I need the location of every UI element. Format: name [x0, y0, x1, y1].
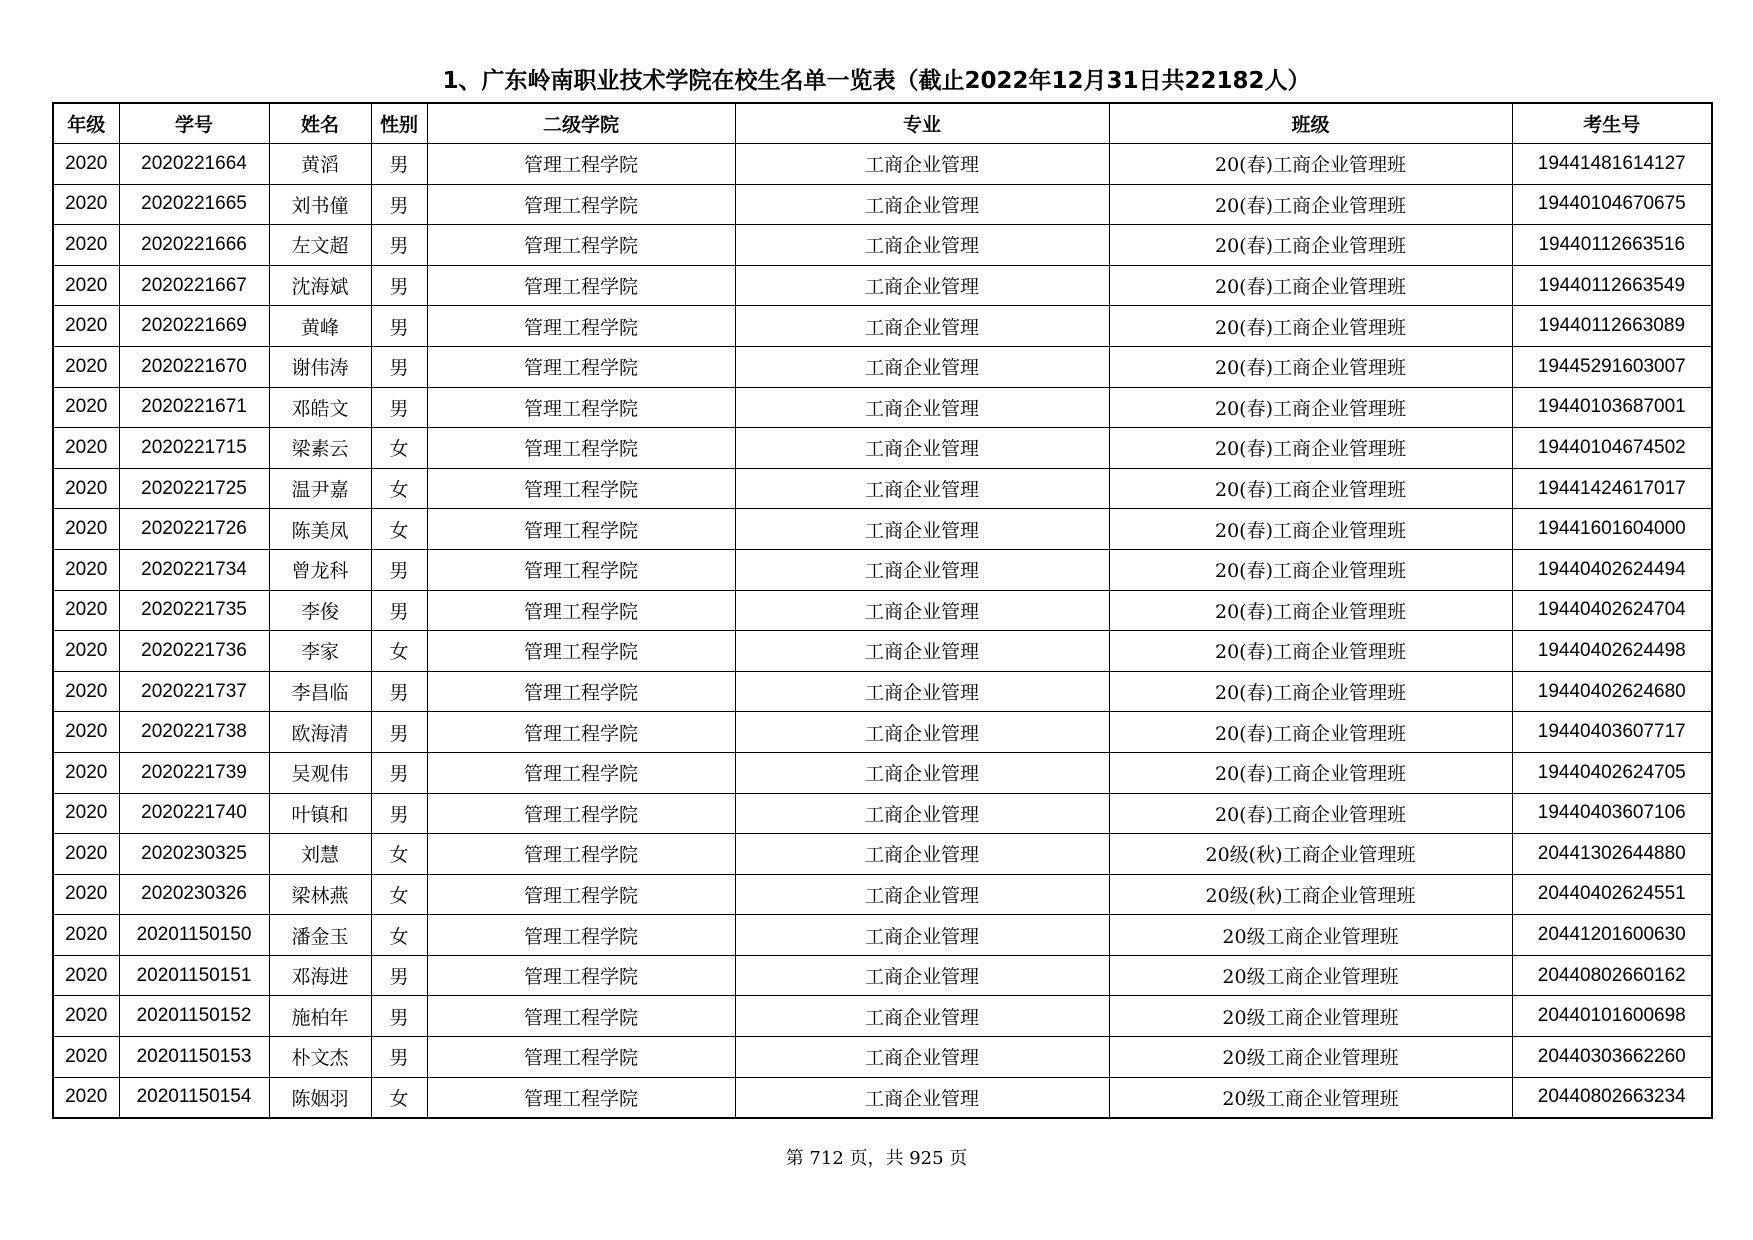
gender-cell: 女	[371, 834, 427, 875]
grade-cell: 2020	[53, 955, 119, 996]
major-cell: 工商企业管理	[735, 915, 1109, 956]
student-id-cell: 20201150154	[119, 1077, 269, 1118]
name-cell: 李家	[269, 631, 371, 672]
name-cell: 沈海斌	[269, 265, 371, 306]
exam-number-cell: 19440403607717	[1512, 712, 1712, 753]
grade-cell: 2020	[53, 874, 119, 915]
gender-cell: 女	[371, 1077, 427, 1118]
name-cell: 黄峰	[269, 306, 371, 347]
student-id-cell: 20201150151	[119, 955, 269, 996]
student-id-cell: 20201150153	[119, 1037, 269, 1078]
exam-number-cell: 19440103687001	[1512, 387, 1712, 428]
name-cell: 刘慧	[269, 834, 371, 875]
name-cell: 刘书僮	[269, 184, 371, 225]
table-row	[53, 834, 1712, 875]
exam-number-cell: 20440802663234	[1512, 1077, 1712, 1118]
class-cell: 20(春)工商企业管理班	[1109, 509, 1512, 550]
name-cell: 施柏年	[269, 996, 371, 1037]
student-id-cell: 2020221738	[119, 712, 269, 753]
table-row	[53, 996, 1712, 1037]
table-row	[53, 874, 1712, 915]
major-cell: 工商企业管理	[735, 144, 1109, 185]
grade-cell: 2020	[53, 387, 119, 428]
college-cell: 管理工程学院	[427, 549, 735, 590]
major-cell: 工商企业管理	[735, 1037, 1109, 1078]
table-header-row	[53, 103, 1712, 144]
gender-cell: 男	[371, 225, 427, 266]
exam-number-cell: 19440104674502	[1512, 428, 1712, 469]
name-cell: 温尹嘉	[269, 468, 371, 509]
major-cell: 工商企业管理	[735, 996, 1109, 1037]
major-cell: 工商企业管理	[735, 1077, 1109, 1118]
class-cell: 20(春)工商企业管理班	[1109, 184, 1512, 225]
college-cell: 管理工程学院	[427, 509, 735, 550]
table-row	[53, 712, 1712, 753]
class-cell: 20(春)工商企业管理班	[1109, 793, 1512, 834]
page-number-footer: 第 712 页，共 925 页	[785, 1148, 968, 1169]
grade-cell: 2020	[53, 915, 119, 956]
student-id-cell: 2020230326	[119, 874, 269, 915]
column-header-college: 二级学院	[427, 103, 735, 144]
table-row	[53, 387, 1712, 428]
table-row	[53, 1037, 1712, 1078]
college-cell: 管理工程学院	[427, 590, 735, 631]
gender-cell: 男	[371, 793, 427, 834]
name-cell: 邓海进	[269, 955, 371, 996]
gender-cell: 男	[371, 549, 427, 590]
exam-number-cell: 19440112663516	[1512, 225, 1712, 266]
class-cell: 20(春)工商企业管理班	[1109, 144, 1512, 185]
grade-cell: 2020	[53, 225, 119, 266]
class-cell: 20(春)工商企业管理班	[1109, 428, 1512, 469]
college-cell: 管理工程学院	[427, 996, 735, 1037]
document-title: 1、广东岭南职业技术学院在校生名单一览表（截止2022年12月31日共22182人）	[442, 68, 1311, 94]
class-cell: 20(春)工商企业管理班	[1109, 712, 1512, 753]
column-header-grade: 年级	[53, 103, 119, 144]
grade-cell: 2020	[53, 793, 119, 834]
student-id-cell: 2020221666	[119, 225, 269, 266]
college-cell: 管理工程学院	[427, 468, 735, 509]
student-id-cell: 2020221664	[119, 144, 269, 185]
exam-number-cell: 19440402624498	[1512, 631, 1712, 672]
college-cell: 管理工程学院	[427, 265, 735, 306]
major-cell: 工商企业管理	[735, 509, 1109, 550]
grade-cell: 2020	[53, 468, 119, 509]
name-cell: 梁素云	[269, 428, 371, 469]
exam-number-cell: 19441424617017	[1512, 468, 1712, 509]
gender-cell: 男	[371, 1037, 427, 1078]
class-cell: 20(春)工商企业管理班	[1109, 631, 1512, 672]
exam-number-cell: 19440402624680	[1512, 671, 1712, 712]
grade-cell: 2020	[53, 428, 119, 469]
student-id-cell: 2020221715	[119, 428, 269, 469]
major-cell: 工商企业管理	[735, 955, 1109, 996]
gender-cell: 男	[371, 387, 427, 428]
gender-cell: 男	[371, 590, 427, 631]
column-header-gender: 性别	[371, 103, 427, 144]
class-cell: 20级工商企业管理班	[1109, 996, 1512, 1037]
column-header-name: 姓名	[269, 103, 371, 144]
college-cell: 管理工程学院	[427, 834, 735, 875]
college-cell: 管理工程学院	[427, 955, 735, 996]
college-cell: 管理工程学院	[427, 874, 735, 915]
major-cell: 工商企业管理	[735, 712, 1109, 753]
name-cell: 梁林燕	[269, 874, 371, 915]
gender-cell: 男	[371, 346, 427, 387]
college-cell: 管理工程学院	[427, 387, 735, 428]
student-id-cell: 2020221736	[119, 631, 269, 672]
major-cell: 工商企业管理	[735, 387, 1109, 428]
student-id-cell: 2020221726	[119, 509, 269, 550]
class-cell: 20(春)工商企业管理班	[1109, 265, 1512, 306]
college-cell: 管理工程学院	[427, 793, 735, 834]
grade-cell: 2020	[53, 712, 119, 753]
college-cell: 管理工程学院	[427, 428, 735, 469]
grade-cell: 2020	[53, 549, 119, 590]
grade-cell: 2020	[53, 834, 119, 875]
exam-number-cell: 20440402624551	[1512, 874, 1712, 915]
name-cell: 邓皓文	[269, 387, 371, 428]
table-row	[53, 955, 1712, 996]
name-cell: 左文超	[269, 225, 371, 266]
student-id-cell: 2020221670	[119, 346, 269, 387]
column-header-major: 专业	[735, 103, 1109, 144]
table-row	[53, 671, 1712, 712]
grade-cell: 2020	[53, 509, 119, 550]
name-cell: 曾龙科	[269, 549, 371, 590]
exam-number-cell: 19441481614127	[1512, 144, 1712, 185]
table-row	[53, 265, 1712, 306]
name-cell: 李俊	[269, 590, 371, 631]
exam-number-cell: 19440104670675	[1512, 184, 1712, 225]
major-cell: 工商企业管理	[735, 346, 1109, 387]
gender-cell: 女	[371, 468, 427, 509]
college-cell: 管理工程学院	[427, 915, 735, 956]
exam-number-cell: 20440101600698	[1512, 996, 1712, 1037]
class-cell: 20(春)工商企业管理班	[1109, 671, 1512, 712]
grade-cell: 2020	[53, 671, 119, 712]
gender-cell: 男	[371, 752, 427, 793]
class-cell: 20(春)工商企业管理班	[1109, 549, 1512, 590]
major-cell: 工商企业管理	[735, 793, 1109, 834]
exam-number-cell: 20441201600630	[1512, 915, 1712, 956]
class-cell: 20(春)工商企业管理班	[1109, 387, 1512, 428]
class-cell: 20级工商企业管理班	[1109, 915, 1512, 956]
class-cell: 20(春)工商企业管理班	[1109, 346, 1512, 387]
gender-cell: 女	[371, 509, 427, 550]
major-cell: 工商企业管理	[735, 834, 1109, 875]
table-row	[53, 793, 1712, 834]
exam-number-cell: 19440112663089	[1512, 306, 1712, 347]
exam-number-cell: 19440402624494	[1512, 549, 1712, 590]
column-header-class: 班级	[1109, 103, 1512, 144]
student-id-cell: 2020221735	[119, 590, 269, 631]
gender-cell: 男	[371, 184, 427, 225]
student-id-cell: 2020221669	[119, 306, 269, 347]
class-cell: 20级工商企业管理班	[1109, 1077, 1512, 1118]
college-cell: 管理工程学院	[427, 1077, 735, 1118]
grade-cell: 2020	[53, 1077, 119, 1118]
name-cell: 吴观伟	[269, 752, 371, 793]
student-id-cell: 2020221671	[119, 387, 269, 428]
major-cell: 工商企业管理	[735, 590, 1109, 631]
class-cell: 20(春)工商企业管理班	[1109, 468, 1512, 509]
gender-cell: 女	[371, 631, 427, 672]
class-cell: 20(春)工商企业管理班	[1109, 752, 1512, 793]
major-cell: 工商企业管理	[735, 671, 1109, 712]
column-header-exam-number: 考生号	[1512, 103, 1712, 144]
column-header-student-id: 学号	[119, 103, 269, 144]
exam-number-cell: 19440112663549	[1512, 265, 1712, 306]
college-cell: 管理工程学院	[427, 225, 735, 266]
exam-number-cell: 19440403607106	[1512, 793, 1712, 834]
college-cell: 管理工程学院	[427, 346, 735, 387]
table-row	[53, 184, 1712, 225]
name-cell: 谢伟涛	[269, 346, 371, 387]
table-row	[53, 915, 1712, 956]
exam-number-cell: 19445291603007	[1512, 346, 1712, 387]
major-cell: 工商企业管理	[735, 265, 1109, 306]
table-row	[53, 549, 1712, 590]
major-cell: 工商企业管理	[735, 225, 1109, 266]
student-id-cell: 2020221725	[119, 468, 269, 509]
gender-cell: 女	[371, 874, 427, 915]
college-cell: 管理工程学院	[427, 144, 735, 185]
gender-cell: 男	[371, 144, 427, 185]
college-cell: 管理工程学院	[427, 631, 735, 672]
table-row	[53, 509, 1712, 550]
table-row	[53, 346, 1712, 387]
exam-number-cell: 20440802660162	[1512, 955, 1712, 996]
name-cell: 朴文杰	[269, 1037, 371, 1078]
major-cell: 工商企业管理	[735, 468, 1109, 509]
class-cell: 20(春)工商企业管理班	[1109, 306, 1512, 347]
grade-cell: 2020	[53, 306, 119, 347]
college-cell: 管理工程学院	[427, 712, 735, 753]
major-cell: 工商企业管理	[735, 631, 1109, 672]
student-id-cell: 2020221737	[119, 671, 269, 712]
student-id-cell: 2020221667	[119, 265, 269, 306]
gender-cell: 女	[371, 428, 427, 469]
grade-cell: 2020	[53, 184, 119, 225]
college-cell: 管理工程学院	[427, 752, 735, 793]
gender-cell: 女	[371, 915, 427, 956]
student-id-cell: 2020230325	[119, 834, 269, 875]
class-cell: 20(春)工商企业管理班	[1109, 225, 1512, 266]
major-cell: 工商企业管理	[735, 306, 1109, 347]
student-id-cell: 2020221740	[119, 793, 269, 834]
name-cell: 叶镇和	[269, 793, 371, 834]
gender-cell: 男	[371, 955, 427, 996]
class-cell: 20级(秋)工商企业管理班	[1109, 874, 1512, 915]
gender-cell: 男	[371, 712, 427, 753]
name-cell: 李昌临	[269, 671, 371, 712]
table-row	[53, 144, 1712, 185]
grade-cell: 2020	[53, 590, 119, 631]
table-row	[53, 1077, 1712, 1118]
name-cell: 陈美凤	[269, 509, 371, 550]
major-cell: 工商企业管理	[735, 184, 1109, 225]
name-cell: 陈姻羽	[269, 1077, 371, 1118]
table-row	[53, 752, 1712, 793]
name-cell: 欧海清	[269, 712, 371, 753]
college-cell: 管理工程学院	[427, 184, 735, 225]
exam-number-cell: 19441601604000	[1512, 509, 1712, 550]
student-id-cell: 20201150150	[119, 915, 269, 956]
grade-cell: 2020	[53, 265, 119, 306]
table-body	[53, 144, 1712, 1119]
table-row	[53, 590, 1712, 631]
grade-cell: 2020	[53, 631, 119, 672]
table-row	[53, 225, 1712, 266]
gender-cell: 男	[371, 306, 427, 347]
college-cell: 管理工程学院	[427, 1037, 735, 1078]
class-cell: 20级(秋)工商企业管理班	[1109, 834, 1512, 875]
class-cell: 20级工商企业管理班	[1109, 1037, 1512, 1078]
gender-cell: 男	[371, 671, 427, 712]
table-row	[53, 428, 1712, 469]
exam-number-cell: 20441302644880	[1512, 834, 1712, 875]
grade-cell: 2020	[53, 1037, 119, 1078]
grade-cell: 2020	[53, 752, 119, 793]
major-cell: 工商企业管理	[735, 752, 1109, 793]
major-cell: 工商企业管理	[735, 874, 1109, 915]
exam-number-cell: 20440303662260	[1512, 1037, 1712, 1078]
student-id-cell: 2020221665	[119, 184, 269, 225]
gender-cell: 男	[371, 996, 427, 1037]
college-cell: 管理工程学院	[427, 306, 735, 347]
major-cell: 工商企业管理	[735, 428, 1109, 469]
exam-number-cell: 19440402624704	[1512, 590, 1712, 631]
college-cell: 管理工程学院	[427, 671, 735, 712]
exam-number-cell: 19440402624705	[1512, 752, 1712, 793]
grade-cell: 2020	[53, 996, 119, 1037]
grade-cell: 2020	[53, 346, 119, 387]
student-id-cell: 20201150152	[119, 996, 269, 1037]
major-cell: 工商企业管理	[735, 549, 1109, 590]
student-roster-table	[52, 102, 1713, 1119]
class-cell: 20级工商企业管理班	[1109, 955, 1512, 996]
student-id-cell: 2020221734	[119, 549, 269, 590]
class-cell: 20(春)工商企业管理班	[1109, 590, 1512, 631]
table-row	[53, 306, 1712, 347]
table-row	[53, 468, 1712, 509]
name-cell: 黄滔	[269, 144, 371, 185]
student-id-cell: 2020221739	[119, 752, 269, 793]
gender-cell: 男	[371, 265, 427, 306]
grade-cell: 2020	[53, 144, 119, 185]
table-row	[53, 631, 1712, 672]
name-cell: 潘金玉	[269, 915, 371, 956]
